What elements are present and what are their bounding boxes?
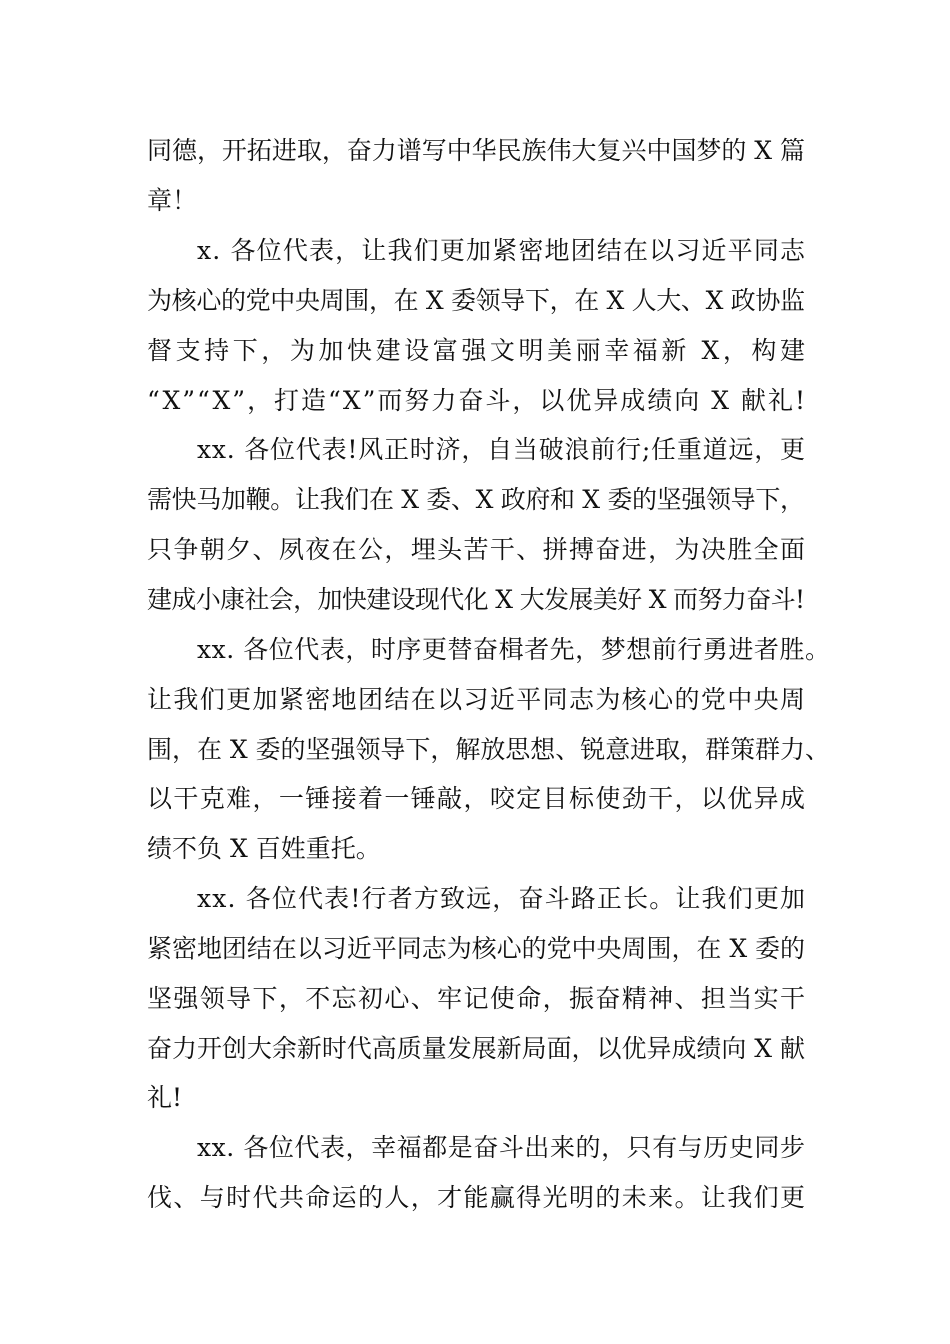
text-run: 需快马加鞭。让我们在 X 委、X 政府和 X 委的坚强领导下， <box>147 485 805 514</box>
text-run: xx. 各位代表!行者方致远，奋斗路正长。让我们更加 <box>197 884 807 913</box>
text-run: xx. 各位代表，时序更替奋楫者先，梦想前行勇进者胜。 <box>197 635 831 664</box>
text-run: x. 各位代表，让我们更加紧密地团结在以习近平同志 <box>197 236 807 265</box>
text-run: “X”“X”，打造“X”而努力奋斗，以优异成绩向 X 献礼! <box>147 386 807 415</box>
text-run: 建成小康社会，加快建设现代化 X 大发展美好 X 而努力奋斗! <box>147 585 805 614</box>
text-run: 礼! <box>147 1083 183 1112</box>
text-run: 同德，开拓进取，奋力谱写中华民族伟大复兴中国梦的 X 篇 <box>147 136 805 165</box>
text-run: 为核心的党中央周围，在 X 委领导下，在 X 人大、X 政协监 <box>147 286 805 315</box>
text-run: 坚强领导下，不忘初心、牢记使命，振奋精神、担当实干 <box>147 984 807 1013</box>
text-run: 围，在 X 委的坚强领导下，解放思想、锐意进取，群策群力、 <box>147 735 830 764</box>
text-run: 让我们更加紧密地团结在以习近平同志为核心的党中央周 <box>147 685 807 714</box>
text-run: 督支持下，为加快建设富强文明美丽幸福新 X，构建 <box>147 336 809 365</box>
text-run: 只争朝夕、夙夜在公，埋头苦干、拼搏奋进，为决胜全面 <box>147 535 807 564</box>
text-run: 绩不负 X 百姓重托。 <box>147 834 381 863</box>
text-run: xx. 各位代表，幸福都是奋斗出来的，只有与历史同步 <box>197 1133 806 1162</box>
text-run: 章！ <box>147 186 198 215</box>
text-run: 以干克难，一锤接着一锤敲，咬定目标使劲干，以优异成 <box>147 784 807 813</box>
text-run: 伐、与时代共命运的人，才能赢得光明的未来。让我们更 <box>147 1183 807 1212</box>
text-run: 奋力开创大余新时代高质量发展新局面，以优异成绩向 X 献 <box>147 1034 805 1063</box>
text-run: xx. 各位代表!风正时济，自当破浪前行;任重道远，更 <box>197 435 806 464</box>
text-run: 紧密地团结在以习近平同志为核心的党中央周围，在 X 委的 <box>147 934 805 963</box>
